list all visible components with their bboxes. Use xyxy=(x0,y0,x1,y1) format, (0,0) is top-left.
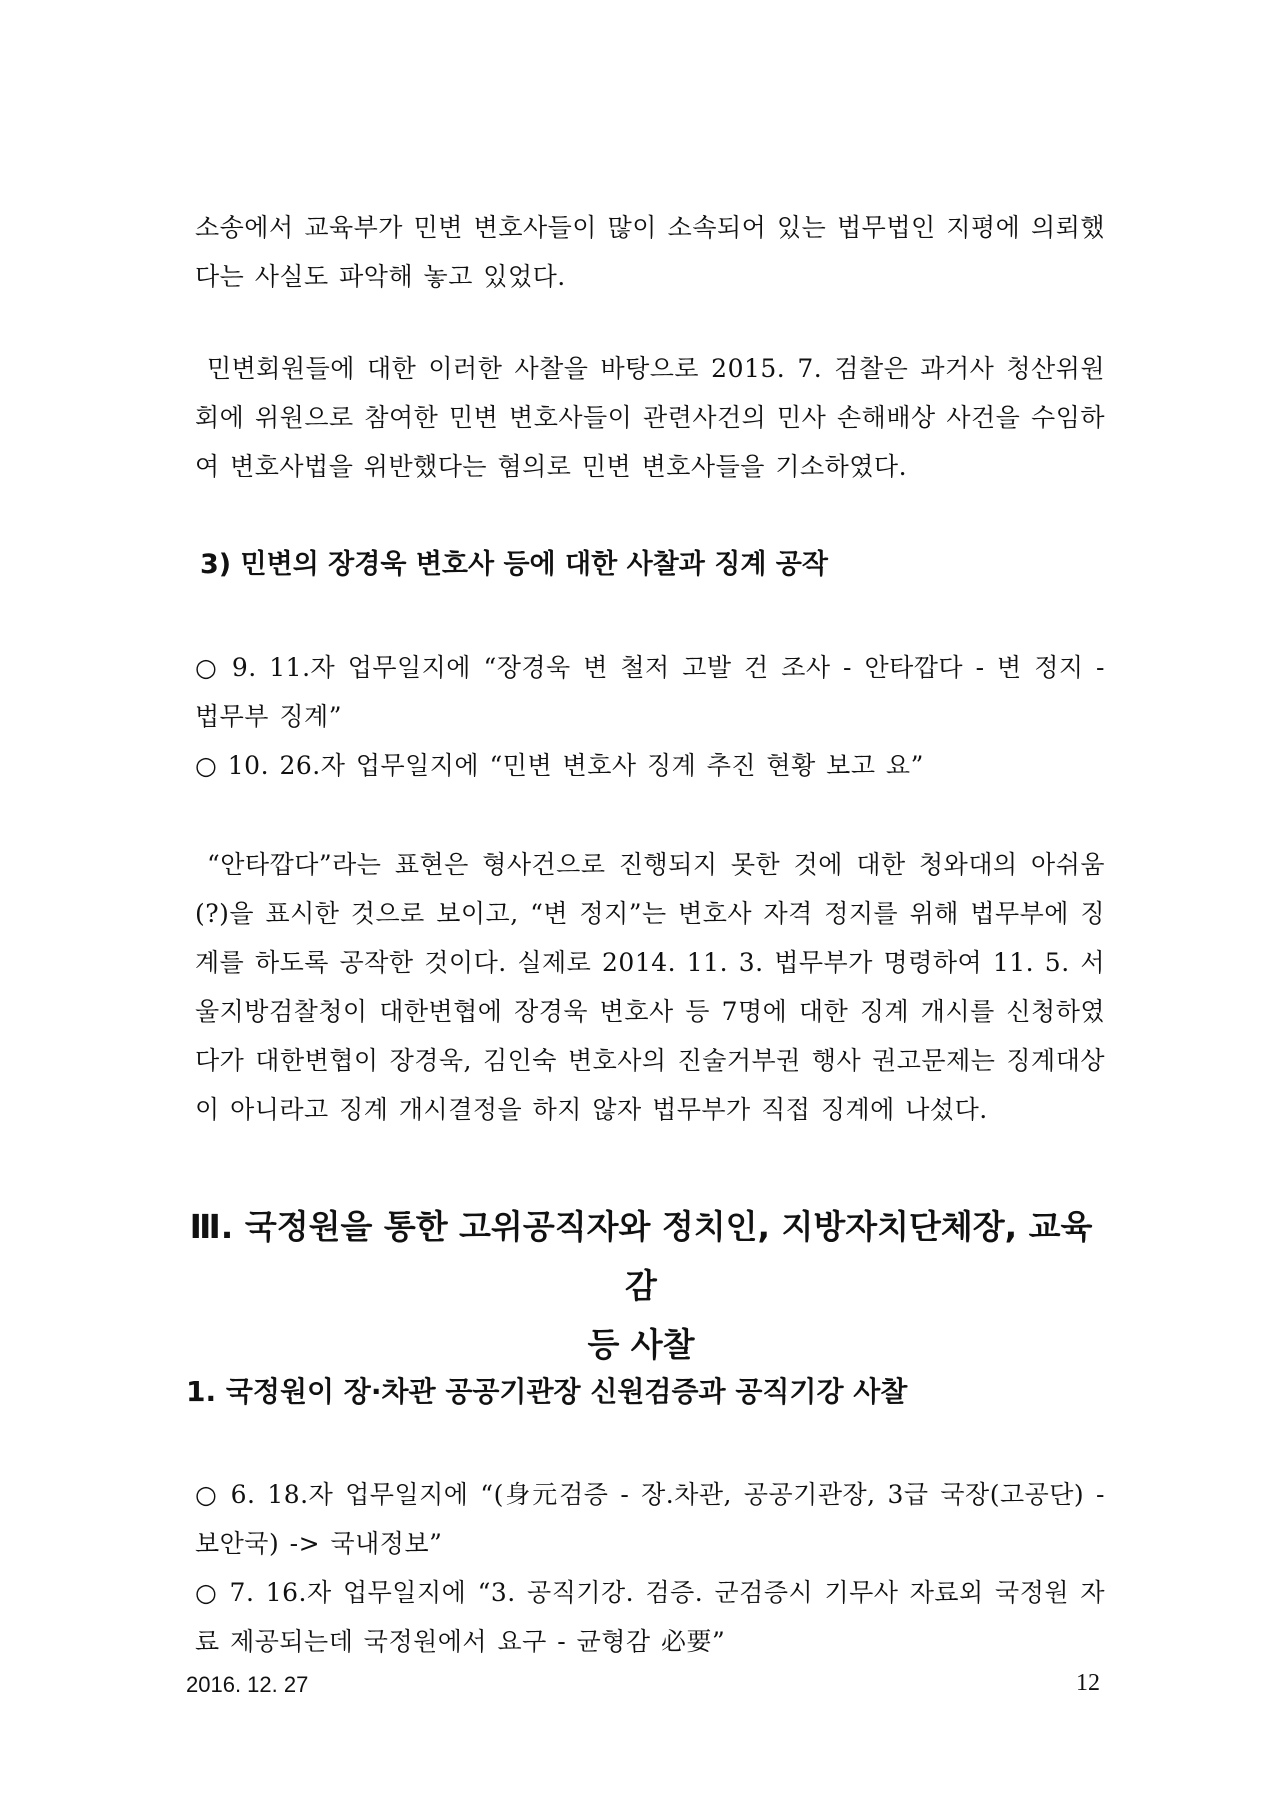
chapter-heading-line2: 등 사찰 xyxy=(587,1325,695,1364)
bullet-sept-11: ○ 9. 11.자 업무일지에 “장경욱 변 철저 고발 건 조사 - 안타깝다 - 변 정지 - 법무부 징계” xyxy=(195,653,1105,731)
section-heading-vetting: 1. 국정원이 장·차관 공공기관장 신원검증과 공직기강 사찰 xyxy=(186,1375,908,1408)
chapter-heading xyxy=(186,1197,1096,1374)
footer-date: 2016. 12. 27 xyxy=(186,1672,309,1697)
bullet-june-18: ○ 6. 18.자 업무일지에 “(身元검증 - 장.차관, 공공기관장, 3급 국장(고공단) - 보안국) -> 국내정보” xyxy=(195,1480,1105,1558)
paragraph-jipyeong: 소송에서 교육부가 민변 변호사들이 많이 소속되어 있는 법무법인 지평에 의뢰했다는 사실도 파악해 놓고 있었다. xyxy=(195,213,1105,291)
page-number: 12 xyxy=(1076,1670,1100,1696)
chapter-heading-line1: Ⅲ. 국정원을 통한 고위공직자와 정치인, 지방자치단체장, 교육감 xyxy=(189,1207,1093,1305)
paragraph-indictment: 민변회원들에 대한 이러한 사찰을 바탕으로 2015. 7. 검찰은 과거사 청산위원회에 위원으로 참여한 민변 변호사들이 관련사건의 민사 손해배상 사건을 수임하여 변호사법을 위반했다는 혐의로 민변 변호사들을 기소하였다. xyxy=(195,354,1105,481)
paragraph-disciplinary: “안타깝다”라는 표현은 형사건으로 진행되지 못한 것에 대한 청와대의 아쉬움(?)을 표시한 것으로 보이고, “변 정지”는 변호사 자격 정지를 위해 법무부에 징계를 하도록 공작한 것이다. 실제로 2014. 11. 3. 법무부가 명령하여 11. 5. 서울지방검찰청이 대한변협에 장경욱 변호사 등 7명에 대한 징계 개시를 신청하였다가 대한변협이 장경욱, 김인숙 변호사의 진술거부권 행사 권고문제는 징계대상이 아니라고 징계 개시결정을 하지 않자 법무부가 직접 징계에 나섰다. xyxy=(195,850,1105,1124)
bullet-oct-26: ○ 10. 26.자 업무일지에 “민변 변호사 징계 추진 현황 보고 요” xyxy=(195,751,924,780)
section-heading-jang-surveillance: 3) 민변의 장경욱 변호사 등에 대한 사찰과 징계 공작 xyxy=(200,549,828,580)
bullet-july-16: ○ 7. 16.자 업무일지에 “3. 공직기강. 검증. 군검증시 기무사 자료외 국정원 자료 제공되는데 국정원에서 요구 - 균형감 必要” xyxy=(195,1578,1105,1656)
